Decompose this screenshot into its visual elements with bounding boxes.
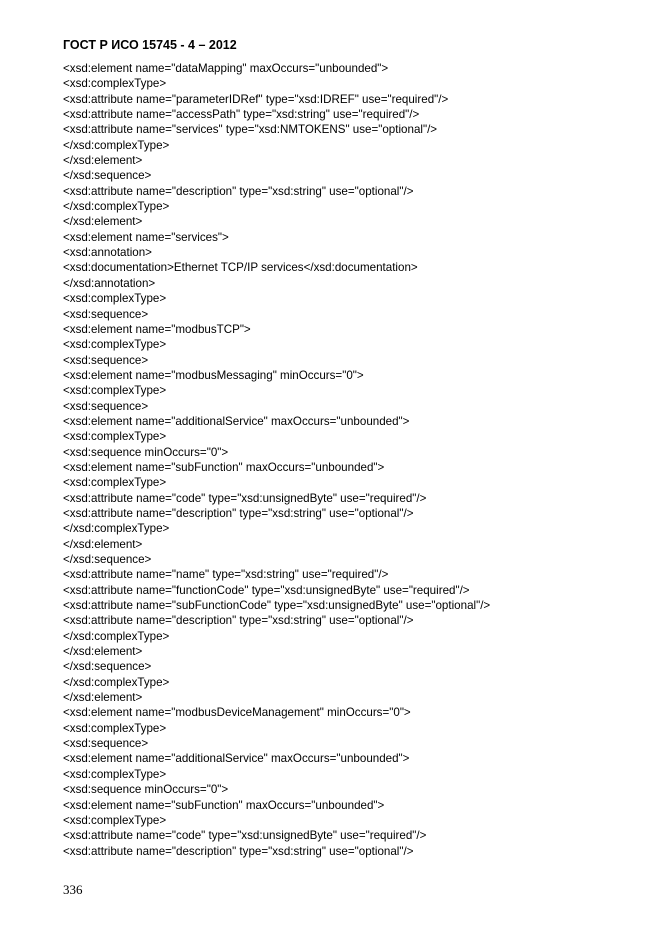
code-line: </xsd:sequence> (63, 169, 152, 183)
code-line: <xsd:sequence minOccurs="0"> (63, 445, 229, 459)
code-line: <xsd:element name="subFunction" maxOccurs="unbounded"> (63, 460, 385, 474)
code-line: <xsd:complexType> (63, 338, 167, 352)
code-line: <xsd:complexType> (63, 77, 167, 91)
code-line: <xsd:attribute name="name" type="xsd:string" use="required"/> (63, 568, 389, 582)
code-line: <xsd:attribute name="description" type="xsd:string" use="optional"/> (63, 184, 414, 198)
code-line: </xsd:sequence> (63, 553, 152, 566)
code-line: </xsd:complexType> (63, 629, 170, 643)
code-line: <xsd:element name="modbusTCP"> (63, 322, 251, 336)
code-line: <xsd:attribute name="description" type="xsd:string" use="optional"/> (63, 506, 414, 520)
code-line: </xsd:annotation> (63, 276, 156, 290)
code-line: <xsd:element name="additionalService" maxOccurs="unbounded"> (63, 414, 410, 428)
code-line: </xsd:complexType> (63, 138, 170, 152)
code-line: </xsd:element> (63, 645, 143, 659)
code-line: </xsd:sequence> (63, 660, 152, 674)
code-line: <xsd:attribute name="description" type="xsd:string" use="optional"/> (63, 844, 414, 858)
code-line: <xsd:sequence minOccurs="0"> (63, 783, 229, 797)
code-line: </xsd:complexType> (63, 675, 170, 689)
code-line: <xsd:sequence> (63, 307, 149, 321)
code-line: <xsd:attribute name="services" type="xsd:NMTOKENS" use="optional"/> (63, 123, 438, 137)
code-line: <xsd:attribute name="functionCode" type="xsd:unsignedByte" use="required"/> (63, 583, 470, 597)
code-line: <xsd:attribute name="accessPath" type="xsd:string" use="required"/> (63, 108, 420, 122)
code-line: <xsd:element name="additionalService" maxOccurs="unbounded"> (63, 752, 410, 766)
code-line: <xsd:complexType> (63, 384, 167, 398)
code-line: <xsd:complexType> (63, 292, 167, 306)
code-line: </xsd:element> (63, 215, 143, 229)
code-line: <xsd:attribute name="code" type="xsd:unsignedByte" use="required"/> (63, 491, 427, 505)
code-line: <xsd:complexType> (63, 476, 167, 490)
code-line: </xsd:element> (63, 154, 143, 168)
code-line: <xsd:complexType> (63, 813, 167, 827)
code-line: <xsd:documentation>Ethernet TCP/IP services</xsd:documentation> (63, 261, 418, 275)
code-line: <xsd:attribute name="description" type="xsd:string" use="optional"/> (63, 614, 414, 628)
code-line: </xsd:element> (63, 537, 143, 551)
code-line: <xsd:element name="modbusDeviceManagement" minOccurs="0"> (63, 706, 411, 720)
code-line: <xsd:element name="subFunction" maxOccurs="unbounded"> (63, 798, 385, 812)
code-line: <xsd:complexType> (63, 721, 167, 735)
code-line: <xsd:element name="services"> (63, 230, 229, 244)
code-line: <xsd:sequence> (63, 399, 149, 413)
code-line: <xsd:sequence> (63, 353, 149, 367)
code-line: <xsd:attribute name="subFunctionCode" type="xsd:unsignedByte" use="optional"/> (63, 599, 491, 613)
code-line: <xsd:complexType> (63, 767, 167, 781)
xsd-code-listing (63, 61, 490, 859)
code-line: </xsd:complexType> (63, 200, 170, 214)
code-line: </xsd:element> (63, 691, 143, 705)
code-line: <xsd:complexType> (63, 430, 167, 444)
page-number: 336 (63, 882, 83, 897)
code-line: <xsd:element name="modbusMessaging" minOccurs="0"> (63, 368, 364, 382)
code-line: <xsd:attribute name="code" type="xsd:unsignedByte" use="required"/> (63, 829, 427, 843)
code-line: <xsd:attribute name="parameterIDRef" type="xsd:IDREF" use="required"/> (63, 92, 449, 106)
code-line: <xsd:element name="dataMapping" maxOccurs="unbounded"> (63, 62, 389, 75)
code-line: <xsd:sequence> (63, 737, 149, 751)
document-header: ГОСТ Р ИСО 15745 - 4 – 2012 (63, 38, 237, 52)
code-line: </xsd:complexType> (63, 522, 170, 536)
code-line: <xsd:annotation> (63, 246, 152, 260)
